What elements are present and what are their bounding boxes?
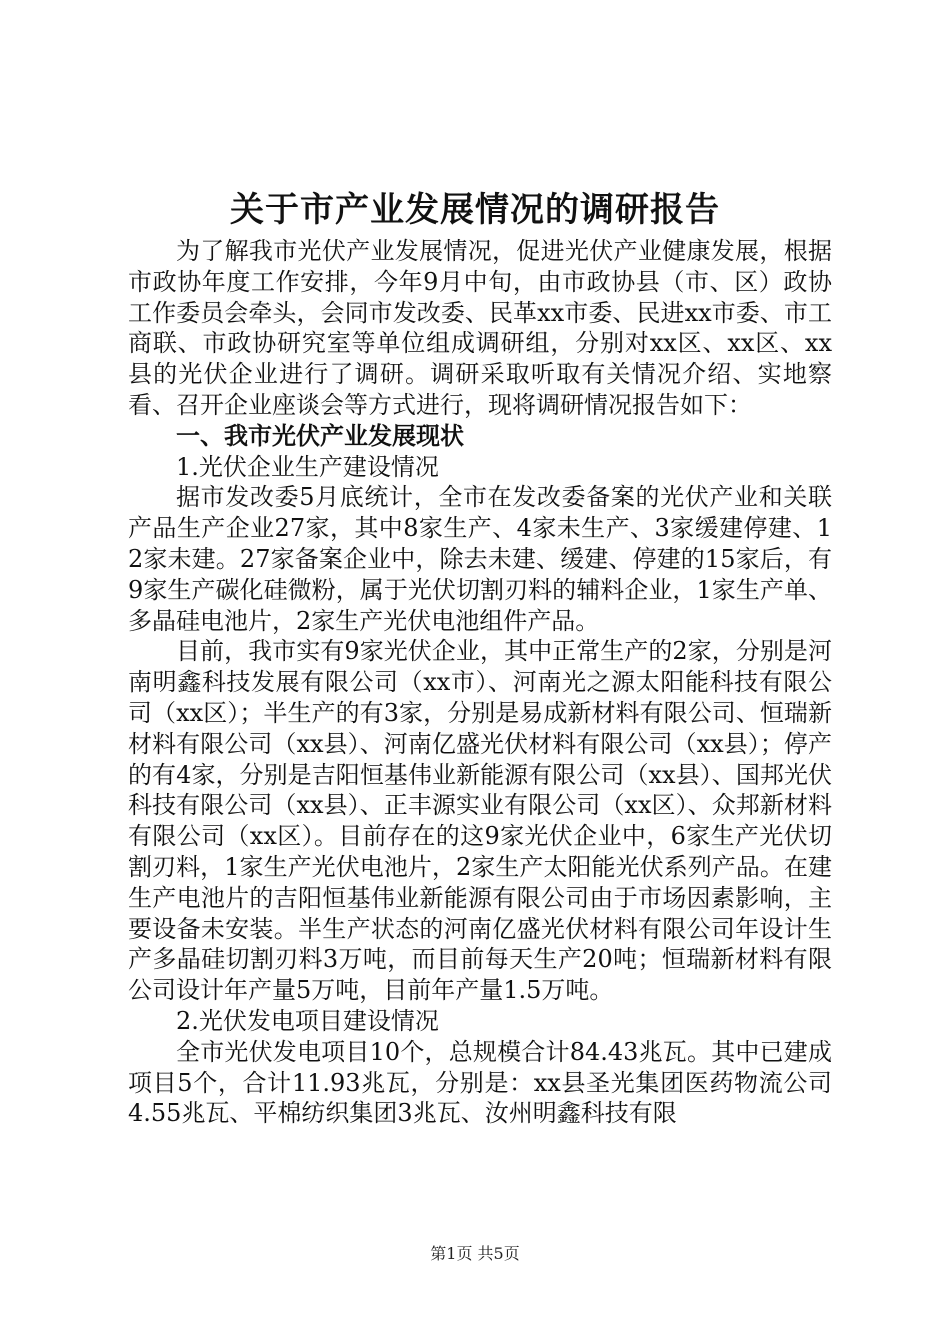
intro-paragraph: 为了解我市光伏产业发展情况，促进光伏产业健康发展，根据市政协年度工作安排，今年9月中旬，由市政协县（市、区）政协工作委员会牵头，会同市发改委、民革xx市委、民进xx市委、市工商联、市政协研究室等单位组成调研组，分别对xx区、xx区、xx县的光伏企业进行了调研。调研采取听取有关情况介绍、实地察看、召开企业座谈会等方式进行，现将调研情况报告如下： bbox=[128, 237, 832, 419]
document-title: 关于市产业发展情况的调研报告 bbox=[230, 190, 720, 230]
subsection-heading-2: 2.光伏发电项目建设情况 bbox=[176, 1006, 439, 1035]
body-paragraph: 目前，我市实有9家光伏企业，其中正常生产的2家，分别是河南明鑫科技发展有限公司（xx市）、河南光之源太阳能科技有限公司（xx区）；半生产的有3家，分别是易成新材料有限公司、恒瑞新材料有限公司（xx县）、河南亿盛光伏材料有限公司（xx县）；停产的有4家，分别是吉阳恒基伟业新能源有限公司（xx县）、国邦光伏科技有限公司（xx县）、正丰源实业有限公司（xx区）、众邦新材料有限公司（xx区）。目前存在的这9家光伏企业中，6家生产光伏切割刃料，1家生产光伏电池片，2家生产太阳能光伏系列产品。在建生产电池片的吉阳恒基伟业新能源有限公司由于市场因素影响，主要设备未安装。半生产状态的河南亿盛光伏材料有限公司年设计生产多晶硅切割刃料3万吨，而目前每天生产20吨；恒瑞新材料有限公司设计年产量5万吨，目前年产量1.5万吨。 bbox=[128, 637, 832, 1005]
subsection-heading-1: 1.光伏企业生产建设情况 bbox=[176, 452, 439, 481]
page-footer: 第1页 共5页 bbox=[430, 1244, 520, 1263]
section-heading-1: 一、我市光伏产业发展现状 bbox=[176, 420, 464, 450]
document-body bbox=[128, 236, 832, 1129]
body-paragraph: 据市发改委5月底统计，全市在发改委备案的光伏产业和关联产品生产企业27家，其中8家生产、4家未生产、3家缓建停建、12家未建。27家备案企业中，除去未建、缓建、停建的15家后，有9家生产碳化硅微粉，属于光伏切割刃料的辅料企业，1家生产单、多晶硅电池片，2家生产光伏电池组件产品。 bbox=[128, 483, 832, 635]
body-paragraph: 全市光伏发电项目10个，总规模合计84.43兆瓦。其中已建成项目5个，合计11.93兆瓦，分别是：xx县圣光集团医药物流公司4.55兆瓦、平棉纺织集团3兆瓦、汝州明鑫科技有限 bbox=[128, 1037, 832, 1128]
